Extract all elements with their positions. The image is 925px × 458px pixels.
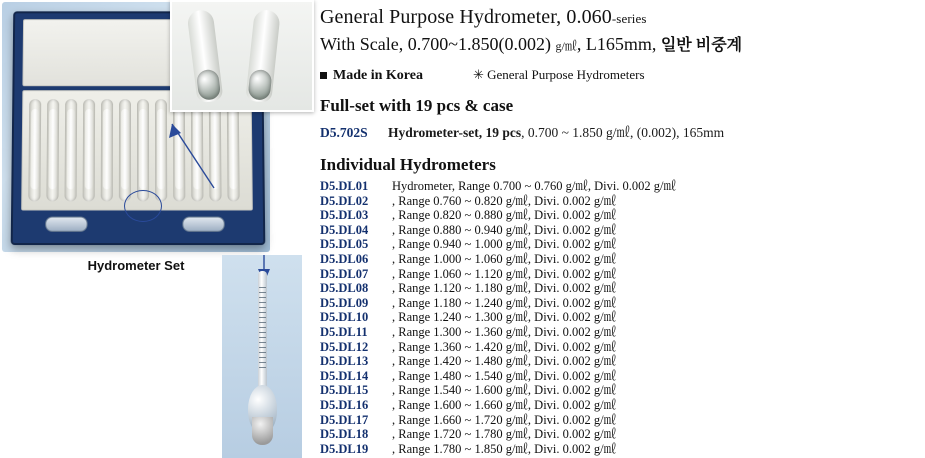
fullset-code: D5.702S xyxy=(320,125,368,140)
table-row xyxy=(320,194,676,209)
row-code: D5.DL08 xyxy=(320,281,369,296)
table-row xyxy=(320,208,676,223)
row-desc: , Range 1.780 ~ 1.850 g/㎖, Divi. 0.002 g/㎖ xyxy=(392,441,617,456)
row-desc: , Range 1.060 ~ 1.120 g/㎖, Divi. 0.002 g/㎖ xyxy=(392,266,617,281)
hydrometer-tip-closeup-photo xyxy=(170,0,314,112)
row-desc: , Range 1.420 ~ 1.480 g/㎖, Divi. 0.002 g/㎖ xyxy=(392,354,617,369)
product-description xyxy=(320,0,920,458)
subtitle-scale: With Scale, 0.700~1.850(0.002) xyxy=(320,34,556,54)
row-code: D5.DL05 xyxy=(320,237,369,252)
table-row xyxy=(320,427,676,442)
row-code: D5.DL16 xyxy=(320,397,369,412)
row-code: D5.DL07 xyxy=(320,266,369,281)
fullset-name: Hydrometer-set, 19 pcs xyxy=(388,125,522,140)
row-desc: , Range 1.480 ~ 1.540 g/㎖, Divi. 0.002 g/㎖ xyxy=(392,368,617,383)
row-desc: , Range 1.660 ~ 1.720 g/㎖, Divi. 0.002 g/㎖ xyxy=(392,412,617,427)
table-row xyxy=(320,383,676,398)
row-code: D5.DL10 xyxy=(320,310,369,325)
fullset-row xyxy=(320,121,920,141)
single-hydrometer-photo xyxy=(222,255,302,458)
page-title-series: -series xyxy=(611,11,647,26)
row-code: D5.DL14 xyxy=(320,368,369,383)
subtitle-korean: 일반 비중계 xyxy=(660,37,743,54)
row-desc: , Range 1.360 ~ 1.420 g/㎖, Divi. 0.002 g/㎖ xyxy=(392,339,617,354)
row-desc: Hydrometer, Range 0.700 ~ 0.760 g/㎖, Divi. 0.002 g/㎖ xyxy=(392,179,677,193)
hydrometer-scale-markings xyxy=(259,287,266,371)
table-row xyxy=(320,310,676,325)
table-row xyxy=(320,442,676,457)
row-code: D5.DL13 xyxy=(320,354,369,369)
circle-marker xyxy=(124,190,162,222)
made-in-badge xyxy=(320,68,423,84)
subtitle-length: , L165mm, xyxy=(576,34,661,54)
row-desc: , Range 1.180 ~ 1.240 g/㎖, Divi. 0.002 g/㎖ xyxy=(392,295,617,310)
row-code: D5.DL01 xyxy=(320,179,369,193)
row-desc: , Range 1.000 ~ 1.060 g/㎖, Divi. 0.002 g/㎖ xyxy=(392,251,617,266)
row-desc: , Range 0.940 ~ 1.000 g/㎖, Divi. 0.002 g/㎖ xyxy=(392,237,617,252)
arrow-up-icon xyxy=(152,110,222,190)
row-code: D5.DL19 xyxy=(320,441,369,456)
table-body xyxy=(320,179,676,456)
row-code: D5.DL18 xyxy=(320,427,369,442)
hydrometer-ballast xyxy=(252,417,273,445)
table-row xyxy=(320,325,676,340)
row-desc: , Range 1.720 ~ 1.780 g/㎖, Divi. 0.002 g/㎖ xyxy=(392,427,617,442)
origin-row xyxy=(320,67,920,84)
table-row xyxy=(320,369,676,384)
row-code: D5.DL09 xyxy=(320,295,369,310)
individual-hydrometers-table xyxy=(320,179,676,456)
fullset-range: , 0.700 ~ 1.850 g/㎖, (0.002), 165mm xyxy=(521,125,725,140)
table-row xyxy=(320,267,676,282)
made-in-label: Made in Korea xyxy=(333,68,423,83)
table-row xyxy=(320,223,676,238)
row-desc: , Range 1.120 ~ 1.180 g/㎖, Divi. 0.002 g/㎖ xyxy=(392,281,617,296)
square-bullet-icon xyxy=(320,72,327,79)
page-title xyxy=(320,6,920,29)
row-desc: , Range 0.880 ~ 0.940 g/㎖, Divi. 0.002 g/㎖ xyxy=(392,222,617,237)
product-images xyxy=(0,0,310,458)
row-desc: , Range 0.820 ~ 0.880 g/㎖, Divi. 0.002 g/㎖ xyxy=(392,208,617,223)
row-desc: , Range 1.540 ~ 1.600 g/㎖, Divi. 0.002 g/㎖ xyxy=(392,383,617,398)
general-purpose-note: ✳ General Purpose Hydrometers xyxy=(472,67,645,82)
individual-heading: Individual Hydrometers xyxy=(320,155,496,174)
row-code: D5.DL06 xyxy=(320,251,369,266)
table-row xyxy=(320,398,676,413)
row-desc: , Range 1.240 ~ 1.300 g/㎖, Divi. 0.002 g/㎖ xyxy=(392,310,617,325)
row-desc: , Range 0.760 ~ 0.820 g/㎖, Divi. 0.002 g/㎖ xyxy=(392,193,617,208)
table-row xyxy=(320,252,676,267)
hydrometer-set-caption: Hydrometer Set xyxy=(87,258,185,273)
page-title-main: General Purpose Hydrometer, 0.060 xyxy=(320,6,612,28)
table-row xyxy=(320,354,676,369)
row-code: D5.DL03 xyxy=(320,208,369,223)
row-code: D5.DL17 xyxy=(320,412,369,427)
table-row xyxy=(320,237,676,252)
row-code: D5.DL12 xyxy=(320,339,369,354)
subtitle-unit: g/㎖ xyxy=(555,39,577,53)
row-desc: , Range 1.300 ~ 1.360 g/㎖, Divi. 0.002 g/㎖ xyxy=(392,324,617,339)
table-row xyxy=(320,340,676,355)
row-code: D5.DL11 xyxy=(320,324,368,339)
table-row xyxy=(320,413,676,428)
row-desc: , Range 1.600 ~ 1.660 g/㎖, Divi. 0.002 g/㎖ xyxy=(392,397,617,412)
table-row xyxy=(320,296,676,311)
table-row xyxy=(320,281,676,296)
row-code: D5.DL04 xyxy=(320,222,369,237)
table-row xyxy=(320,179,676,194)
row-code: D5.DL02 xyxy=(320,193,369,208)
fullset-heading: Full-set with 19 pcs & case xyxy=(320,96,514,115)
page-subtitle xyxy=(320,32,920,55)
row-code: D5.DL15 xyxy=(320,383,369,398)
